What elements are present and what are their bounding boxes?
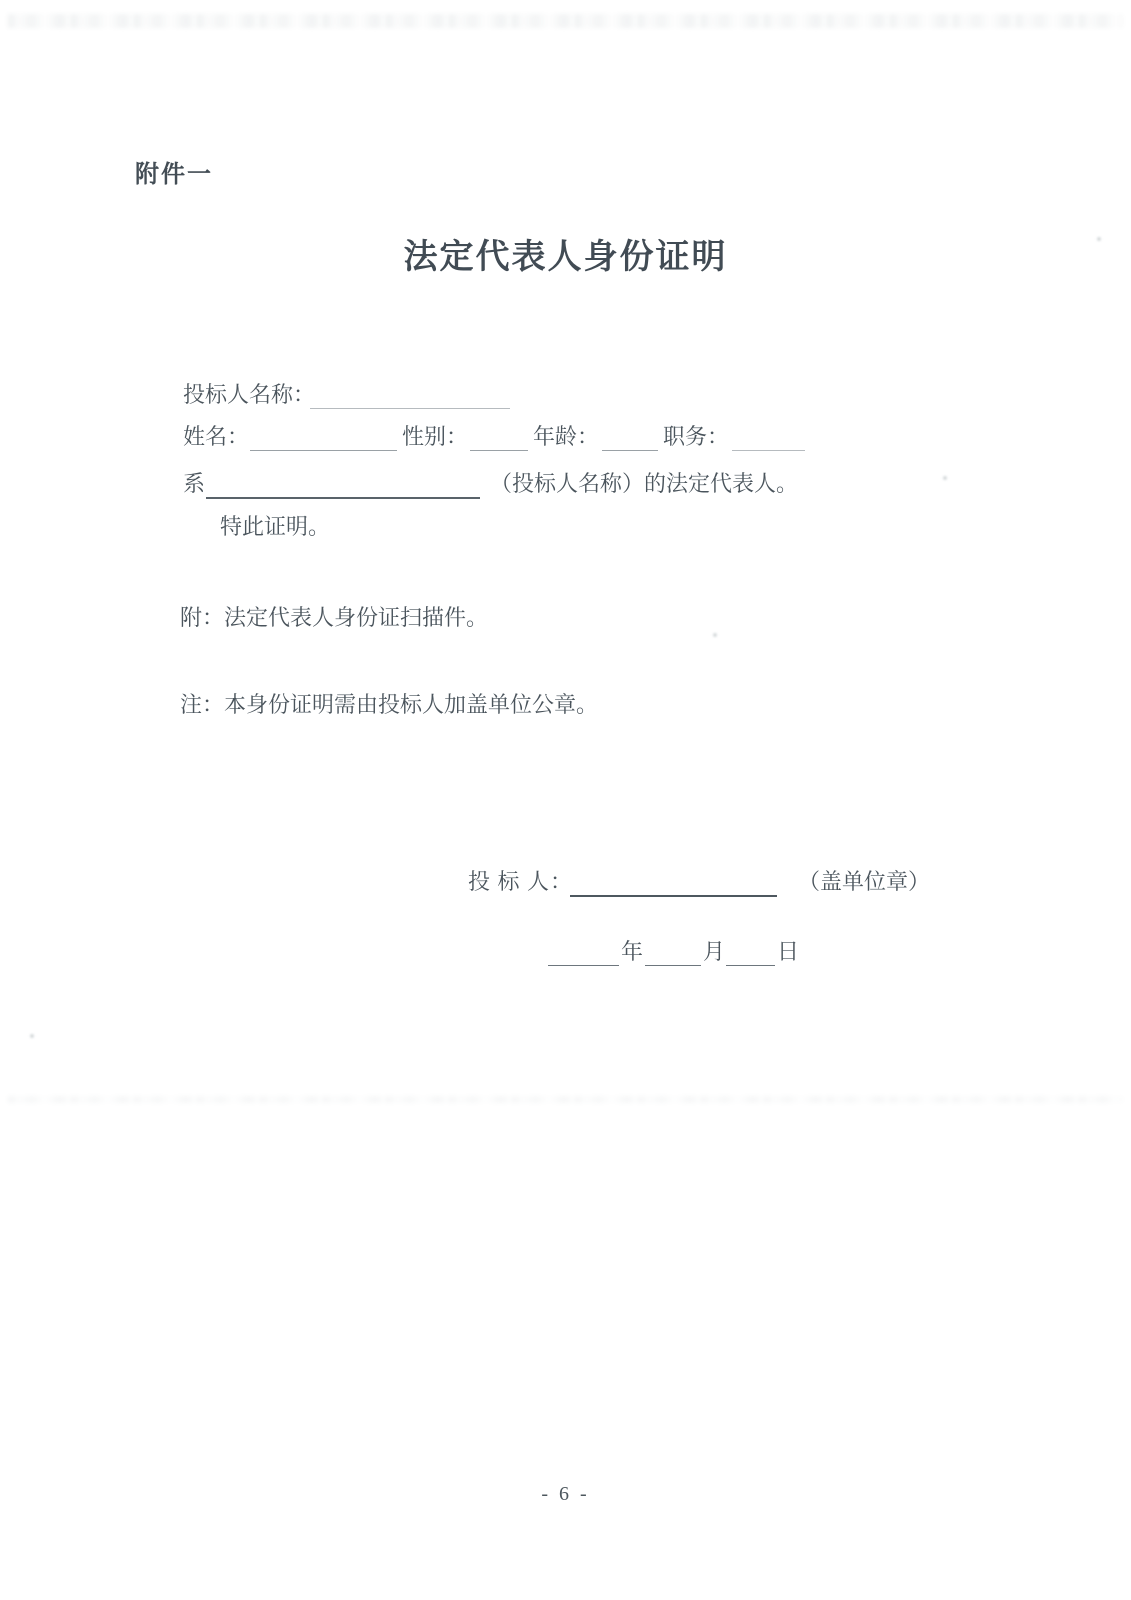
date-day-blank <box>726 938 775 966</box>
scan-speck <box>713 633 717 637</box>
statement-suffix: （投标人名称）的法定代表人。 <box>490 471 799 496</box>
gender-label: 性别： <box>402 424 469 449</box>
position-label: 职务： <box>663 424 730 449</box>
date-day-label: 日 <box>777 939 800 964</box>
page-title: 法定代表人身份证明 <box>403 239 728 276</box>
bidder-name-blank <box>310 381 510 409</box>
date-month-blank <box>645 938 701 966</box>
age-label: 年龄： <box>533 424 600 449</box>
statement-prefix: 系 <box>183 471 206 496</box>
attachment-label: 附件一 <box>135 162 213 188</box>
age-blank <box>602 423 658 451</box>
scan-artifact-middle <box>8 1096 1123 1103</box>
certification-line: 特此证明。 <box>220 514 331 539</box>
attachment-note-line: 附：法定代表人身份证扫描件。 <box>180 605 489 630</box>
signature-seal-note: （盖单位章） <box>798 869 931 894</box>
scan-speck <box>30 1034 34 1038</box>
signature-bidder-label: 投 标 人： <box>468 869 574 894</box>
date-year-blank <box>548 938 619 966</box>
gender-blank <box>470 423 528 451</box>
name-blank <box>250 423 397 451</box>
page-number: - 6 - <box>541 1483 590 1505</box>
name-label: 姓名： <box>183 424 250 449</box>
date-year-label: 年 <box>621 939 644 964</box>
signature-bidder-blank <box>570 868 777 897</box>
note-line: 注：本身份证明需由投标人加盖单位公章。 <box>180 692 599 717</box>
statement-company-blank <box>206 470 480 499</box>
position-blank <box>732 423 805 451</box>
date-month-label: 月 <box>703 939 726 964</box>
scan-artifact-top <box>8 14 1123 28</box>
bidder-name-label: 投标人名称： <box>183 382 316 407</box>
scan-speck <box>943 476 947 480</box>
